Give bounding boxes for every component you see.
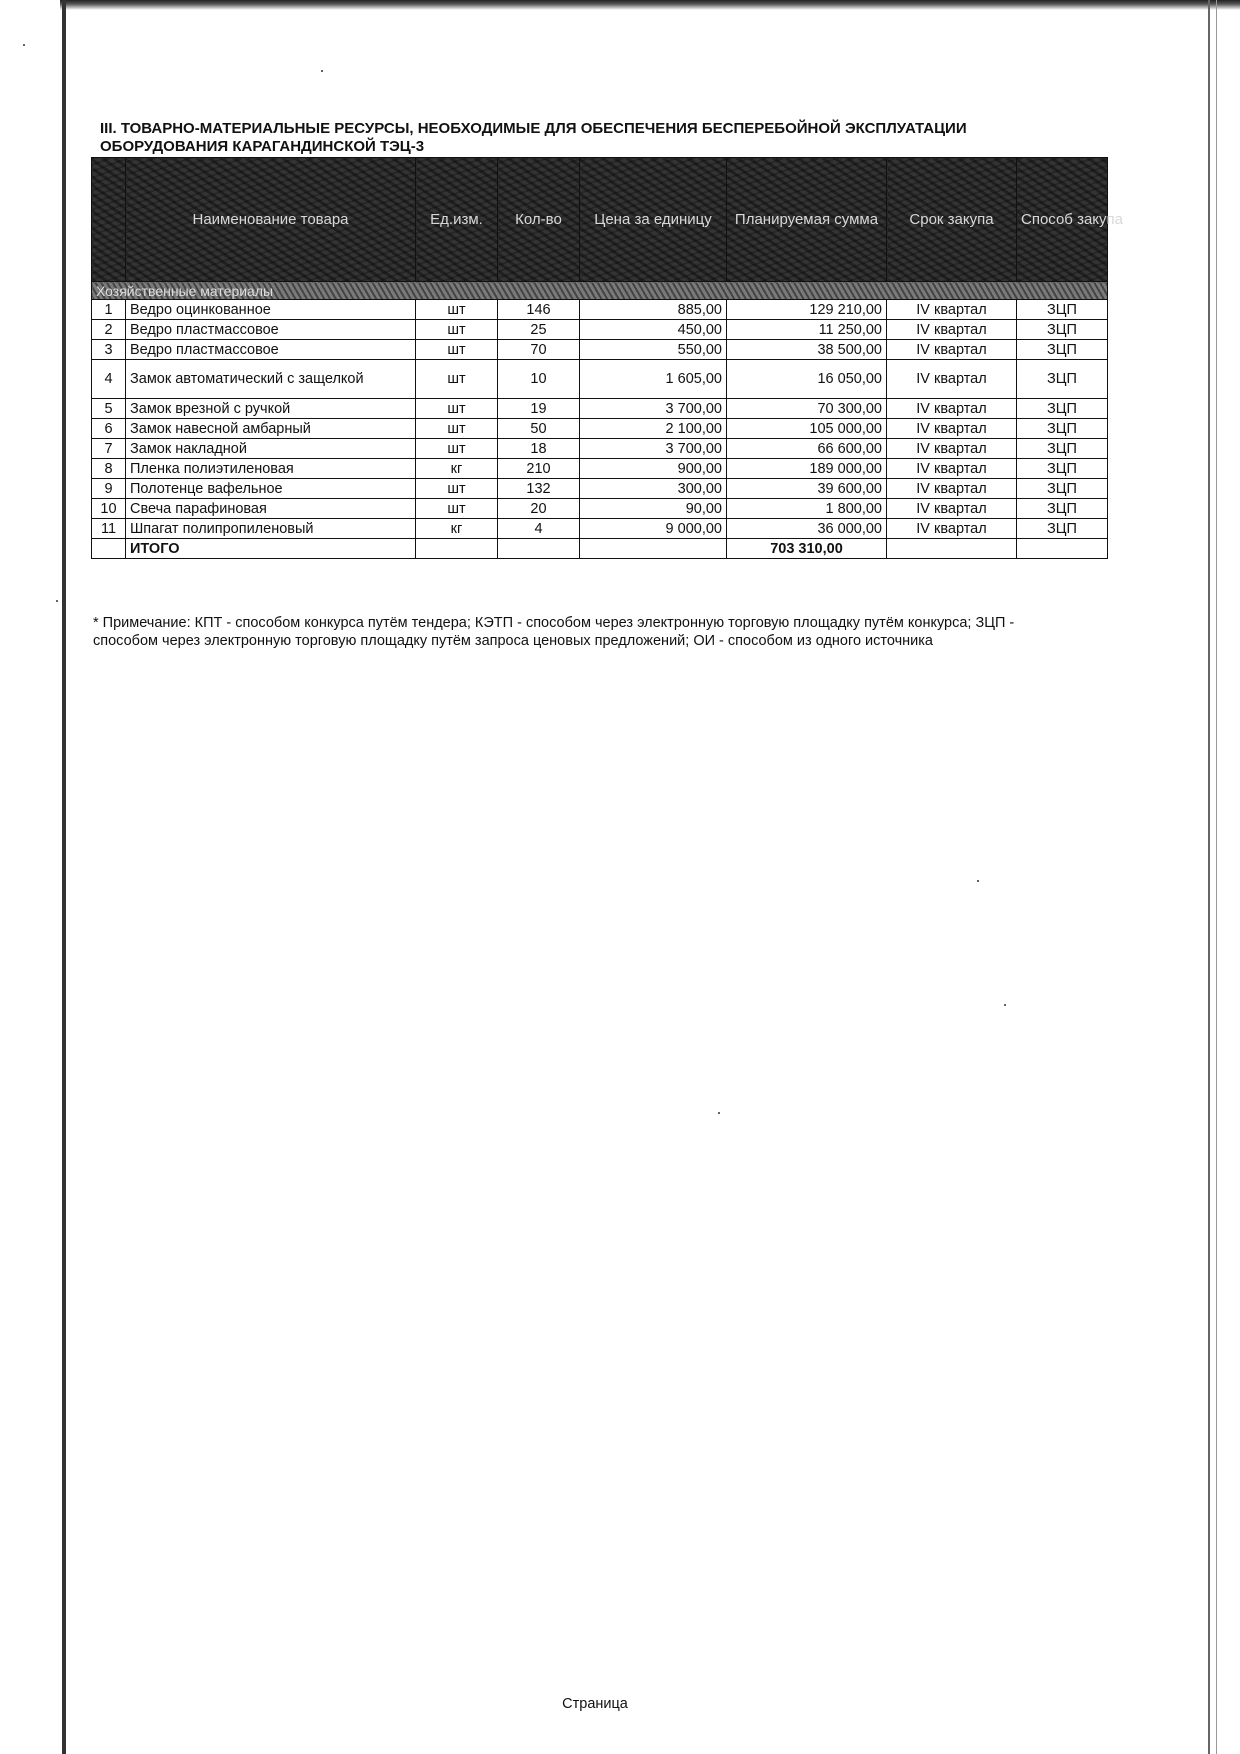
cell-no: 10: [92, 499, 126, 519]
cell-method: ЗЦП: [1017, 439, 1108, 459]
cell-price: 300,00: [580, 479, 727, 499]
scan-edge-right-inner: [1216, 0, 1217, 1754]
cell-period: IV квартал: [887, 459, 1017, 479]
cell-sum: 189 000,00: [727, 459, 887, 479]
cell-method: ЗЦП: [1017, 519, 1108, 539]
cell-name: Ведро пластмассовое: [126, 320, 416, 340]
cell-qty: 20: [498, 499, 580, 519]
cell-unit: шт: [416, 479, 498, 499]
cell-price: 90,00: [580, 499, 727, 519]
scan-edge-right: [1208, 0, 1210, 1754]
cell-name: Замок врезной с ручкой: [126, 399, 416, 419]
cell-method: ЗЦП: [1017, 360, 1108, 399]
scan-edge-top: [60, 0, 1240, 10]
resources-table: [91, 157, 1123, 559]
cell-price: 3 700,00: [580, 439, 727, 459]
scan-speck: [321, 70, 323, 72]
scan-speck: [56, 600, 58, 602]
cell-sum: 105 000,00: [727, 419, 887, 439]
cell-no: 1: [92, 300, 126, 320]
cell-sum: 39 600,00: [727, 479, 887, 499]
header-cell-price: Цена за единицу: [580, 158, 727, 282]
scan-speck: [23, 44, 25, 46]
cell-period: IV квартал: [887, 519, 1017, 539]
cell-name: Замок автоматический с защелкой: [126, 360, 416, 399]
cell-qty: 210: [498, 459, 580, 479]
cell-period: IV квартал: [887, 439, 1017, 459]
scan-speck: [977, 880, 979, 882]
table-row: [92, 499, 1108, 519]
cell-qty: 19: [498, 399, 580, 419]
cell-qty: 50: [498, 419, 580, 439]
cell-name: Пленка полиэтиленовая: [126, 459, 416, 479]
cell-price: 885,00: [580, 300, 727, 320]
cell-no: 8: [92, 459, 126, 479]
section-heading: [100, 120, 1080, 156]
section-heading-line1: III. ТОВАРНО-МАТЕРИАЛЬНЫЕ РЕСУРСЫ, НЕОБХОДИМЫЕ ДЛЯ ОБЕСПЕЧЕНИЯ БЕСПЕРЕБОЙНОЙ ЭКСПЛУАТАЦИИ: [100, 120, 967, 137]
total-empty-cell: [1017, 539, 1108, 559]
cell-no: 5: [92, 399, 126, 419]
cell-no: 11: [92, 519, 126, 539]
table-row: [92, 439, 1108, 459]
cell-name: Полотенце вафельное: [126, 479, 416, 499]
scan-edge-left: [62, 0, 66, 1754]
cell-unit: шт: [416, 360, 498, 399]
cell-no: 4: [92, 360, 126, 399]
header-cell-method: Способ закупа: [1017, 158, 1108, 282]
cell-price: 3 700,00: [580, 399, 727, 419]
cell-qty: 4: [498, 519, 580, 539]
header-cell-period: Срок закупа: [887, 158, 1017, 282]
cell-qty: 25: [498, 320, 580, 340]
cell-unit: шт: [416, 320, 498, 340]
cell-unit: шт: [416, 300, 498, 320]
page-footer: Страница: [562, 1696, 628, 1712]
cell-period: IV квартал: [887, 340, 1017, 360]
cell-unit: шт: [416, 439, 498, 459]
cell-unit: шт: [416, 399, 498, 419]
total-empty-cell: [416, 539, 498, 559]
table-row: [92, 360, 1108, 399]
cell-method: ЗЦП: [1017, 499, 1108, 519]
cell-unit: кг: [416, 519, 498, 539]
cell-period: IV квартал: [887, 479, 1017, 499]
table-row: [92, 320, 1108, 340]
table-row: [92, 419, 1108, 439]
header-cell-no: [92, 158, 126, 282]
cell-price: 1 605,00: [580, 360, 727, 399]
table-header-row: [92, 158, 1108, 282]
cell-name: Замок навесной амбарный: [126, 419, 416, 439]
footnote: * Примечание: КПТ - способом конкурса путём тендера; КЭТП - способом через электронную торговую площадку путём конкурса; ЗЦП - способом через электронную торговую площадку путём запроса ценовых предложений; ОИ - способом из одного источника: [93, 615, 1015, 649]
cell-period: IV квартал: [887, 320, 1017, 340]
cell-method: ЗЦП: [1017, 340, 1108, 360]
cell-unit: шт: [416, 419, 498, 439]
cell-no: 9: [92, 479, 126, 499]
scan-speck: [718, 1112, 720, 1114]
table-row: [92, 399, 1108, 419]
table-row: [92, 300, 1108, 320]
cell-no: 6: [92, 419, 126, 439]
total-empty-cell: [498, 539, 580, 559]
cell-qty: 132: [498, 479, 580, 499]
header-cell-qty: Кол-во: [498, 158, 580, 282]
table-group-row: [92, 282, 1108, 300]
cell-sum: 11 250,00: [727, 320, 887, 340]
table-row: [92, 479, 1108, 499]
cell-unit: кг: [416, 459, 498, 479]
cell-price: 2 100,00: [580, 419, 727, 439]
group-label: Хозяйственные материалы: [92, 282, 1108, 300]
cell-qty: 70: [498, 340, 580, 360]
cell-sum: 66 600,00: [727, 439, 887, 459]
cell-method: ЗЦП: [1017, 300, 1108, 320]
total-sum: 703 310,00: [727, 539, 887, 559]
table-row: [92, 459, 1108, 479]
cell-sum: 36 000,00: [727, 519, 887, 539]
cell-name: Шпагат полипропиленовый: [126, 519, 416, 539]
scan-speck: [1004, 1004, 1006, 1006]
cell-sum: 70 300,00: [727, 399, 887, 419]
cell-price: 450,00: [580, 320, 727, 340]
cell-period: IV квартал: [887, 419, 1017, 439]
cell-unit: шт: [416, 499, 498, 519]
header-cell-name: Наименование товара: [126, 158, 416, 282]
cell-name: Замок накладной: [126, 439, 416, 459]
cell-period: IV квартал: [887, 360, 1017, 399]
cell-name: Свеча парафиновая: [126, 499, 416, 519]
table-row: [92, 340, 1108, 360]
cell-method: ЗЦП: [1017, 320, 1108, 340]
cell-method: ЗЦП: [1017, 479, 1108, 499]
cell-sum: 129 210,00: [727, 300, 887, 320]
cell-name: Ведро оцинкованное: [126, 300, 416, 320]
cell-no: 7: [92, 439, 126, 459]
cell-method: ЗЦП: [1017, 459, 1108, 479]
cell-sum: 16 050,00: [727, 360, 887, 399]
cell-no: 2: [92, 320, 126, 340]
cell-sum: 1 800,00: [727, 499, 887, 519]
cell-qty: 146: [498, 300, 580, 320]
cell-method: ЗЦП: [1017, 419, 1108, 439]
cell-no: 3: [92, 340, 126, 360]
cell-period: IV квартал: [887, 499, 1017, 519]
cell-price: 550,00: [580, 340, 727, 360]
cell-method: ЗЦП: [1017, 399, 1108, 419]
cell-sum: 38 500,00: [727, 340, 887, 360]
cell-price: 900,00: [580, 459, 727, 479]
cell-qty: 10: [498, 360, 580, 399]
cell-name: Ведро пластмассовое: [126, 340, 416, 360]
header-cell-sum: Планируемая сумма: [727, 158, 887, 282]
cell-period: IV квартал: [887, 300, 1017, 320]
header-cell-unit: Ед.изм.: [416, 158, 498, 282]
section-heading-line2: ОБОРУДОВАНИЯ КАРАГАНДИНСКОЙ ТЭЦ-3: [100, 138, 425, 155]
cell-unit: шт: [416, 340, 498, 360]
cell-price: 9 000,00: [580, 519, 727, 539]
total-empty-cell: [92, 539, 126, 559]
total-empty-cell: [580, 539, 727, 559]
cell-qty: 18: [498, 439, 580, 459]
total-empty-cell: [887, 539, 1017, 559]
total-row: [92, 539, 1108, 559]
total-label: ИТОГО: [126, 539, 416, 559]
table-row: [92, 519, 1108, 539]
cell-period: IV квартал: [887, 399, 1017, 419]
